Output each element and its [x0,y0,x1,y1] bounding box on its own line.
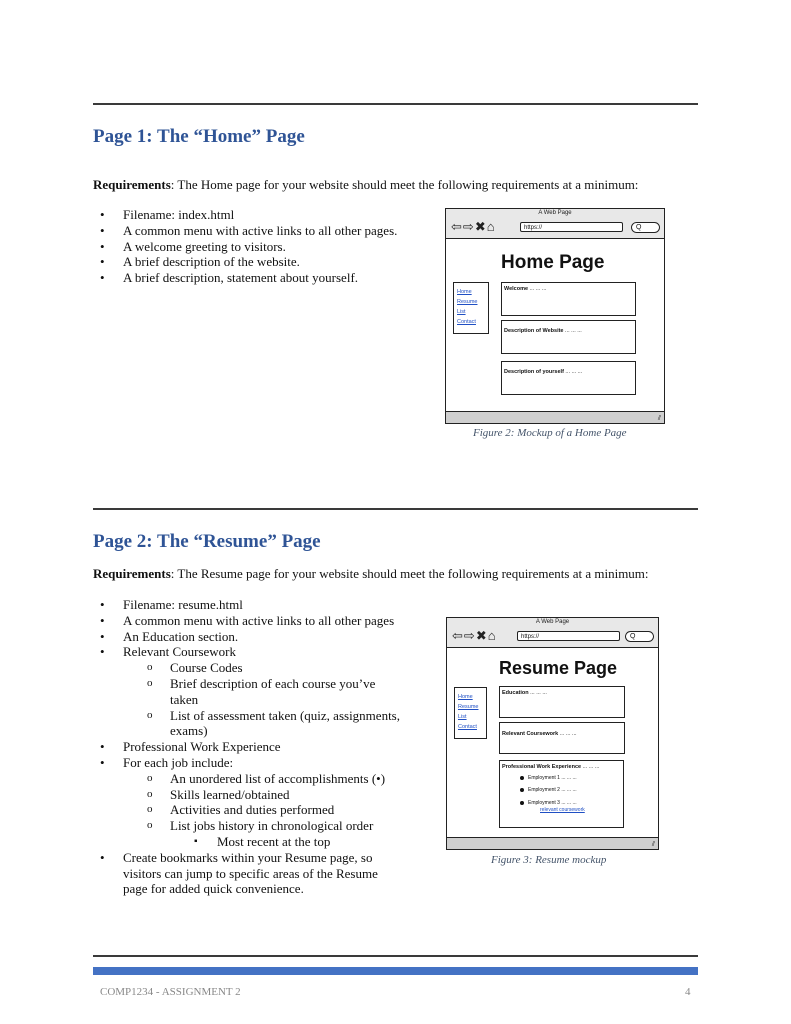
close-icon: ✖ [474,219,487,234]
footer-course-label: COMP1234 - ASSIGNMENT 2 [100,986,241,998]
menu-link: Home [457,289,472,295]
page1-heading: Page 1: The “Home” Page [93,126,305,147]
list-item: • A common menu with active links to all other pages [100,613,405,629]
menu-link: Resume [457,299,478,305]
menu-link: List [457,309,466,315]
list-item-text: For each job include: [123,754,234,770]
box-label: Description of yourself [504,369,564,375]
mockup-title: Resume Page [499,658,618,678]
sub-sub-list-item: ▪ Most recent at the top [170,834,405,850]
top-rule [93,103,698,105]
search-field: Q [631,222,660,233]
list-item: • A welcome greeting to visitors. [100,239,430,255]
back-icon: ⇦ [451,219,463,234]
forward-icon: ⇨ [463,628,476,643]
home-icon: ⌂ [487,628,497,643]
req-label: Requirements [93,566,171,581]
list-item: • A common menu with active links to all other pages. [100,223,430,239]
figure-2-caption: Figure 2: Mockup of a Home Page [473,427,627,439]
window-title: A Web Page [538,210,572,216]
status-bar [447,837,658,849]
home-icon: ⌂ [486,219,496,234]
box-label: Description of Website [504,328,564,334]
list-item: • Filename: index.html [100,207,430,223]
sub-list-item: o List of assessment taken (quiz, assignments, exams) [123,708,405,740]
box-dots: ... ... ... [528,690,547,696]
sub-list-item: o An unordered list of accomplishments (•) [123,771,405,787]
resize-grip-icon: ⫽ [651,841,655,848]
browser-toolbar [446,209,664,239]
yourself-description-box [501,361,636,395]
bullet-icon [520,788,524,792]
mockup-title: Home Page [501,252,605,273]
footer-accent-bar [93,967,698,975]
list-item: • Filename: resume.html [100,597,405,613]
box-dots: ... ... ... [558,731,577,737]
req-label: Requirements [93,177,171,192]
list-item: • Create bookmarks within your Resume page, so visitors can jump to specific areas of the Resume page for added quick convenience. [100,850,385,897]
box-label: Welcome [504,286,529,292]
sub-list-item [123,818,405,850]
employment-item [502,772,621,784]
welcome-box [501,282,636,316]
close-icon: ✖ [475,628,488,643]
req-text: : The Home page for your website should meet the following requirements at a minimum: [170,177,639,192]
website-description-box [501,320,636,354]
page1-requirements [93,177,638,193]
list-item [100,644,405,739]
page2-bullet-list [100,597,405,897]
mockup-menu [454,687,487,739]
education-box [499,686,625,718]
box-dots: ... ... ... [563,328,582,334]
coursework-box [499,722,625,754]
search-field: Q [625,631,654,642]
employment-dots: ... ... ... [559,800,577,806]
box-label: Relevant Coursework [502,731,559,737]
page1-bullet-list [100,207,430,286]
page2-heading: Page 2: The “Resume” Page [93,531,321,552]
menu-link: Contact [457,319,476,325]
nav-icons [452,629,497,642]
page2-requirements [93,566,649,582]
figure-3-caption: Figure 3: Resume mockup [491,854,607,866]
employment-item [502,799,621,807]
home-page-mockup [445,208,665,424]
req-text: : The Resume page for your website should meet the following requirements at a minimum: [170,566,649,581]
sub-list-item-text: List jobs history in chronological order [170,818,374,834]
list-item: • A brief description, statement about yourself. [100,270,430,286]
back-icon: ⇦ [452,628,464,643]
bullet-icon [520,801,524,805]
box-label: Education [502,690,529,696]
page-number: 4 [685,986,691,998]
window-title: A Web Page [535,619,570,625]
resize-grip-icon: ⫽ [657,415,661,422]
footer-rule [93,955,698,957]
employment-dots: ... ... ... [559,775,577,781]
menu-link: List [458,714,467,720]
sub-list-item: o Course Codes [123,660,405,676]
bullet-icon [520,776,524,780]
list-item: • An Education section. [100,629,405,645]
coursework-link: relevant coursework [540,807,585,813]
list-item: • Professional Work Experience [100,739,405,755]
resume-page-mockup [446,617,659,850]
url-field: https:// [520,222,623,232]
employment-label: Employment 2 [528,787,560,793]
nav-icons [451,220,496,233]
menu-link: Resume [458,704,479,710]
section-rule [93,508,698,510]
mockup-menu [453,282,489,334]
employment-label: Employment 3 [528,800,560,806]
box-dots: ... ... ... [528,286,547,292]
browser-toolbar [447,618,658,648]
employment-item [502,784,621,796]
status-bar [446,411,664,423]
url-field: https:// [517,631,620,641]
box-dots: ... ... ... [581,764,600,770]
sub-list [123,660,405,739]
employment-dots: ... ... ... [559,787,577,793]
box-label: Professional Work Experience [502,764,582,770]
sub-list-item: o Activities and duties performed [123,802,405,818]
forward-icon: ⇨ [462,219,475,234]
sub-list [123,771,405,850]
list-item-text: Relevant Coursework [123,644,237,660]
sub-list-item: o Brief description of each course you’ve taken [123,676,405,708]
box-dots: ... ... ... [563,369,583,375]
employment-label: Employment 1 [528,775,560,781]
work-experience-box [499,760,624,828]
menu-link: Home [458,694,473,700]
list-item [100,755,405,850]
sub-list-item: o Skills learned/obtained [123,787,405,803]
menu-link: Contact [458,724,477,730]
sub-sub-list [170,834,405,850]
list-item: • A brief description of the website. [100,254,430,270]
